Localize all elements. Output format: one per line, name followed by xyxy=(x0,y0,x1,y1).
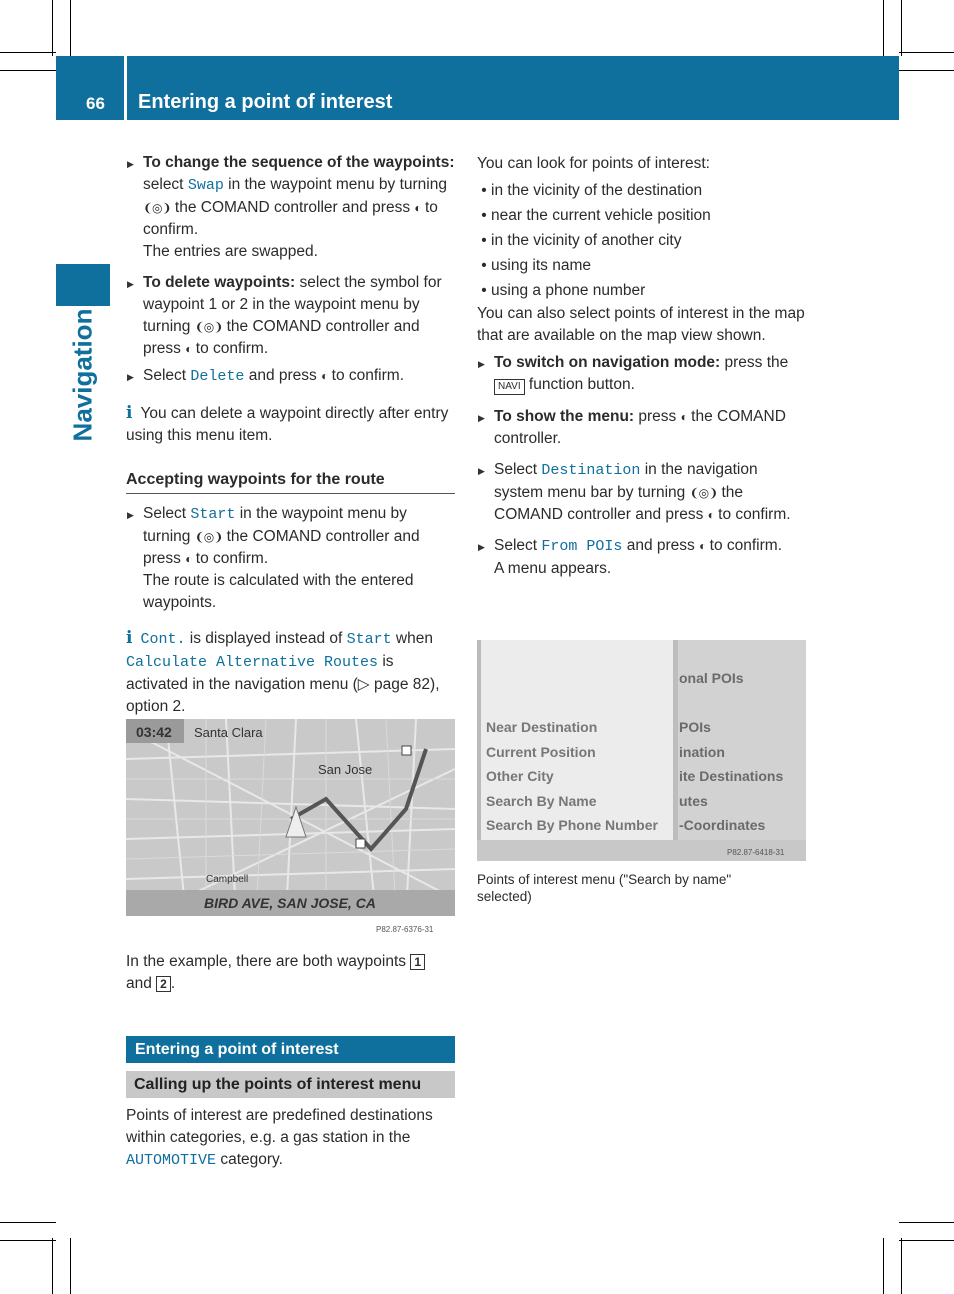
example-paragraph xyxy=(126,951,455,995)
section-heading xyxy=(126,1036,455,1063)
subsection-heading xyxy=(126,1071,455,1098)
crop-mark xyxy=(899,1240,954,1241)
caption-text: Points of interest menu ("Search by name" selected) xyxy=(477,872,732,904)
step-result: A menu appears. xyxy=(494,560,612,577)
text: to confirm. xyxy=(705,537,783,554)
poi-menu-background-item: onal POIs xyxy=(679,670,744,686)
waypoint-1-marker: 1 xyxy=(410,954,425,970)
text: Select xyxy=(143,367,191,384)
menu-item-delete: Delete xyxy=(190,368,245,385)
navigation-map-image xyxy=(126,719,455,939)
intro-text: You can look for points of interest: xyxy=(477,155,710,172)
text: press xyxy=(634,408,681,425)
category-automotive: AUTOMOTIVE xyxy=(126,1152,217,1169)
step-heading: To change the sequence of the waypoints: xyxy=(143,154,455,171)
bullet-item: • using a phone number xyxy=(477,282,646,299)
text: is activated in the navigation menu ( xyxy=(126,653,394,693)
step-heading: To delete waypoints: xyxy=(143,274,296,291)
turn-controller-icon: ❨◎❩ xyxy=(194,530,223,544)
press-controller-icon: ◐ xyxy=(699,539,706,553)
text: function button. xyxy=(524,376,635,393)
press-controller-icon: ◐ xyxy=(680,410,687,424)
step-result: The entries are swapped. xyxy=(143,243,318,260)
side-tab-marker xyxy=(56,264,110,306)
figure-caption xyxy=(477,871,777,905)
text: the COMAND controller. xyxy=(494,408,786,447)
right-column xyxy=(477,153,807,580)
text: to confirm. xyxy=(713,506,791,523)
step-select-destination xyxy=(477,459,807,526)
map-city-label: San Jose xyxy=(318,762,373,777)
page-title: Entering a point of interest xyxy=(138,91,393,113)
map-city-label: Santa Clara xyxy=(194,725,263,740)
poi-menu-graphic xyxy=(477,640,806,861)
step-result: The route is calculated with the entered waypoints. xyxy=(143,572,414,611)
text: Select xyxy=(494,461,542,478)
turn-controller-icon: ❨◎❩ xyxy=(143,201,171,215)
crop-mark xyxy=(899,1222,954,1223)
poi-menu-background-item: POIs xyxy=(679,719,711,735)
poi-menu-item: Other City xyxy=(486,768,554,784)
crop-mark xyxy=(0,70,56,71)
step-heading: To show the menu: xyxy=(494,408,635,425)
press-controller-icon: ◐ xyxy=(414,201,421,215)
map-city-label: Campbell xyxy=(206,874,249,885)
bullet-text: in the vicinity of the destination xyxy=(491,182,703,199)
poi-definition-paragraph xyxy=(126,1105,455,1172)
text: in the waypoint menu by turning xyxy=(143,505,407,545)
poi-menu-background-item: -Coordinates xyxy=(679,817,766,833)
menu-item-start: Start xyxy=(346,631,392,648)
menu-item-cont: Cont. xyxy=(140,631,186,648)
crop-mark xyxy=(70,0,71,56)
poi-definition xyxy=(126,1105,455,1172)
navi-button-icon: NAVI xyxy=(494,379,525,395)
bullet-text: using its name xyxy=(491,257,591,274)
crop-mark xyxy=(899,52,954,53)
step-select-delete xyxy=(126,365,455,388)
text: when xyxy=(391,630,433,647)
step-select-from-pois xyxy=(477,535,807,580)
crop-mark xyxy=(70,1238,71,1294)
crop-mark xyxy=(883,1238,884,1294)
turn-controller-icon: ❨◎❩ xyxy=(689,486,718,500)
text: and press xyxy=(622,537,700,554)
crop-mark xyxy=(883,0,884,56)
bullet-item: • using its name xyxy=(477,257,591,274)
image-reference: P82.87-6418-31 xyxy=(727,848,785,857)
bullet-item: • in the vicinity of another city xyxy=(477,232,682,249)
text: and xyxy=(126,975,157,992)
menu-item-calculate-alternative-routes: Calculate Alternative Routes xyxy=(126,654,379,671)
menu-item-destination: Destination xyxy=(541,462,641,479)
poi-menu-background-item: utes xyxy=(679,793,708,809)
text: to confirm. xyxy=(143,199,438,238)
press-controller-icon: ◐ xyxy=(185,552,192,566)
map-time: 03:42 xyxy=(136,724,172,740)
step-show-menu xyxy=(477,406,807,450)
side-tab-label: Navigation xyxy=(67,308,98,442)
crop-mark xyxy=(0,1240,56,1241)
text: press the xyxy=(720,354,789,371)
step-heading: To switch on navigation mode: xyxy=(494,354,721,371)
text: in the waypoint menu by turning xyxy=(223,176,447,193)
step-select-start xyxy=(126,503,455,614)
subheading: Accepting waypoints for the route xyxy=(126,469,455,494)
section-heading-text: Entering a point of interest xyxy=(135,1041,339,1058)
press-controller-icon: ◐ xyxy=(185,342,192,356)
example-text xyxy=(126,951,455,995)
text: the COMAND controller and press xyxy=(143,528,420,567)
bullet-text: in the vicinity of another city xyxy=(491,232,682,249)
text: category. xyxy=(216,1151,283,1168)
info-icon: i xyxy=(126,628,133,648)
bullet-list xyxy=(477,178,807,303)
press-controller-icon: ◐ xyxy=(321,369,328,383)
map-street-label: BIRD AVE, SAN JOSE, CA xyxy=(204,895,376,911)
step-switch-navigation xyxy=(477,352,807,396)
info-note xyxy=(126,402,455,447)
poi-menu-background-item: ite Destinations xyxy=(679,768,784,784)
turn-controller-icon: ❨◎❩ xyxy=(194,320,223,334)
crop-mark xyxy=(0,52,56,53)
crop-mark xyxy=(0,1222,56,1223)
poi-menu-item: Search By Phone Number xyxy=(486,817,658,833)
step-swap-waypoints xyxy=(126,152,455,263)
menu-item-from-pois: From POIs xyxy=(541,538,623,555)
crop-mark xyxy=(899,70,954,71)
subsection-heading-text: Calling up the points of interest menu xyxy=(134,1076,422,1093)
info-icon: i xyxy=(126,403,133,423)
crop-mark xyxy=(901,0,902,56)
map-graphic xyxy=(126,719,455,939)
text: to confirm. xyxy=(191,340,269,357)
press-controller-icon: ◐ xyxy=(707,508,714,522)
text: Select xyxy=(143,505,191,522)
text: the COMAND controller and press xyxy=(143,318,420,357)
crop-mark xyxy=(52,0,53,56)
text: to confirm. xyxy=(191,550,269,567)
also-text: You can also select points of interest in the map that are available on the map view shown. xyxy=(477,305,805,344)
text: and press xyxy=(244,367,322,384)
poi-menu-background-item: ination xyxy=(679,744,725,760)
left-column xyxy=(126,152,455,718)
bullet-item: • in the vicinity of the destination xyxy=(477,182,703,199)
bullet-item: • near the current vehicle position xyxy=(477,207,711,224)
crop-mark xyxy=(52,1238,53,1294)
text: select the symbol for waypoint 1 or 2 in the waypoint menu by turning xyxy=(143,274,442,335)
text: the COMAND controller and press xyxy=(494,484,744,523)
menu-item-swap: Swap xyxy=(187,177,224,194)
poi-menu-item: Near Destination xyxy=(486,719,598,735)
text: is displayed instead of xyxy=(185,630,347,647)
text: in the navigation system menu bar by turning xyxy=(494,461,758,501)
menu-item-start: Start xyxy=(190,506,236,523)
image-reference: P82.87-6376-31 xyxy=(376,925,434,934)
text: In the example, there are both waypoints xyxy=(126,953,411,970)
info-text: You can delete a waypoint directly after entry using this menu item. xyxy=(126,405,449,444)
info-note xyxy=(126,627,455,718)
waypoint-2-marker: 2 xyxy=(156,976,171,992)
text: page 82), option 2. xyxy=(126,676,440,715)
header-divider xyxy=(124,56,127,120)
poi-menu-item: Current Position xyxy=(486,744,596,760)
poi-menu-item-selected: Search By Name xyxy=(486,793,597,809)
bullet-text: near the current vehicle position xyxy=(491,207,711,224)
text: . xyxy=(170,975,176,992)
text: Select xyxy=(494,537,542,554)
poi-menu-image xyxy=(477,640,806,861)
page-ref-icon: ▷ xyxy=(357,676,370,693)
bullet-text: using a phone number xyxy=(491,282,646,299)
page-number: 66 xyxy=(86,94,105,113)
crop-mark xyxy=(901,1238,902,1294)
text: to confirm. xyxy=(327,367,405,384)
text: Points of interest are predefined destinations within categories, e.g. a gas station in the xyxy=(126,1107,433,1146)
text: select xyxy=(143,176,188,193)
step-delete-waypoints xyxy=(126,272,455,360)
text: the COMAND controller and press xyxy=(170,199,415,216)
side-tab xyxy=(56,310,110,440)
